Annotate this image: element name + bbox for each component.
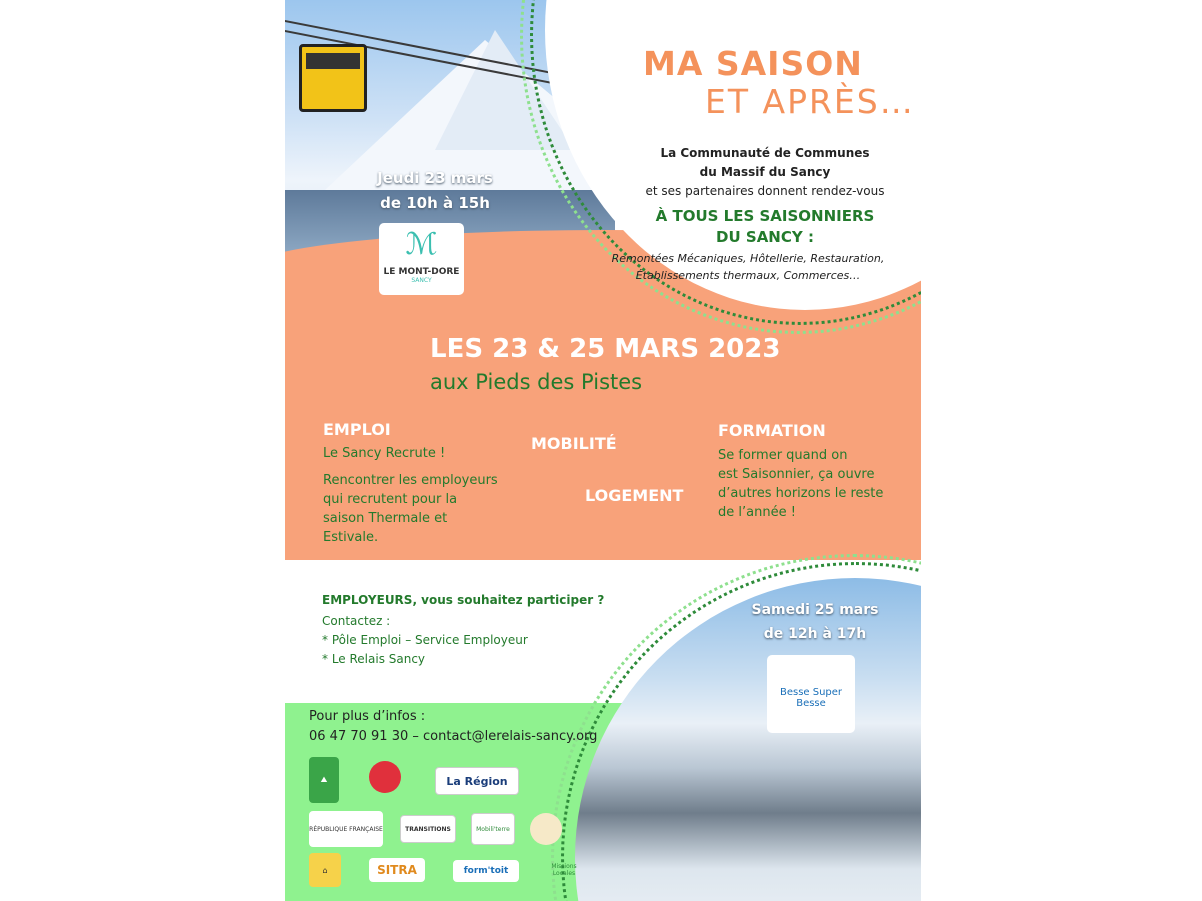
date-bot-line2: de 12h à 17h xyxy=(763,626,867,642)
intro-line2: du Massif du Sancy xyxy=(699,165,831,179)
le-relais-logo xyxy=(365,757,405,797)
mont-dore-symbol-icon: ℳ xyxy=(405,227,438,262)
partner-round-logo xyxy=(530,813,562,845)
missions-label: Missions Locales xyxy=(551,863,577,877)
emploi-line1: Le Sancy Recrute ! xyxy=(323,446,446,461)
emploi-paragraph xyxy=(323,471,513,547)
emploi-p2: qui recrutent pour la xyxy=(323,492,458,507)
event-dates: LES 23 & 25 MARS 2023 xyxy=(430,334,781,364)
employeurs-title: EMPLOYEURS, vous souhaitez participer ? xyxy=(322,593,605,607)
emploi-title: EMPLOI xyxy=(323,420,391,439)
title-line1: MA SAISON xyxy=(643,44,863,83)
formation-text xyxy=(718,446,883,522)
date-samedi xyxy=(715,598,915,646)
formtoit-logo xyxy=(453,860,519,882)
mobiliterre-logo xyxy=(471,813,515,845)
emploi-p3: saison Thermale et xyxy=(323,511,448,526)
saisonniers-line1: À TOUS LES SAISONNIERS xyxy=(655,207,875,225)
date-jeudi xyxy=(335,166,535,216)
sitra-logo: SITRA xyxy=(369,858,425,882)
sectors-line1: Remontées Mécaniques, Hôtellerie, Restauration, xyxy=(611,252,885,265)
house-logo: ⌂ xyxy=(309,853,341,887)
sectors-line2: Établissements thermaux, Commerces… xyxy=(635,269,861,282)
employeurs-c1: * Pôle Emploi – Service Employeur xyxy=(322,633,528,647)
mobilite-title: MOBILITÉ xyxy=(531,434,617,453)
formation-l1: Se former quand on xyxy=(718,448,848,463)
besse-label: Besse Super Besse xyxy=(779,687,843,709)
region-logo xyxy=(435,767,519,795)
infos-title: Pour plus d’infos : xyxy=(309,709,426,724)
event-place: aux Pieds des Pistes xyxy=(430,370,643,394)
employeurs-contacts xyxy=(322,612,528,669)
mont-dore-logo xyxy=(379,223,464,295)
poster xyxy=(285,0,921,901)
transitions-logo xyxy=(400,815,456,843)
mobili-label: Mobili'terre xyxy=(476,825,510,833)
region-label: La Région xyxy=(446,774,508,788)
date-bot-line1: Samedi 25 mars xyxy=(751,602,879,618)
title-line2: ET APRÈS… xyxy=(705,82,915,121)
formtoit-label: form'toit xyxy=(463,866,509,876)
massif-sancy-logo: ⛰ xyxy=(309,757,339,803)
date-top-line1: Jeudi 23 mars xyxy=(377,169,493,187)
republique-label: RÉPUBLIQUE FRANÇAISE xyxy=(309,825,383,833)
intro-text xyxy=(615,144,915,201)
transitions-label: TRANSITIONS xyxy=(405,825,451,833)
emploi-p4: Estivale. xyxy=(323,530,379,545)
republique-pole-emploi-logo xyxy=(309,811,383,847)
logement-title: LOGEMENT xyxy=(585,486,684,505)
mont-dore-label: LE MONT-DORE xyxy=(383,267,460,277)
emploi-p1: Rencontrer les employeurs xyxy=(323,473,498,488)
saisonniers-line2: DU SANCY : xyxy=(716,228,814,246)
formation-l4: de l’année ! xyxy=(718,505,796,520)
formation-l2: est Saisonnier, ça ouvre xyxy=(718,467,875,482)
employeurs-contact: Contactez : xyxy=(322,614,391,628)
formation-title: FORMATION xyxy=(718,421,826,440)
formation-l3: d’autres horizons le reste xyxy=(718,486,884,501)
infos-block xyxy=(309,707,597,747)
mont-dore-sub: SANCY xyxy=(411,277,432,284)
besse-logo xyxy=(767,655,855,733)
missions-locales-logo xyxy=(541,853,587,887)
infos-contact[interactable]: 06 47 70 91 30 – contact@lerelais-sancy.org xyxy=(309,729,598,744)
intro-line3: et ses partenaires donnent rendez-vous xyxy=(645,184,885,198)
employeurs-c2: * Le Relais Sancy xyxy=(322,652,426,666)
gondola-icon xyxy=(299,44,367,112)
sectors-text xyxy=(595,250,901,284)
date-top-line2: de 10h à 15h xyxy=(380,194,490,212)
intro-line1: La Communauté de Communes xyxy=(660,146,870,160)
saisonniers-heading xyxy=(615,206,915,248)
